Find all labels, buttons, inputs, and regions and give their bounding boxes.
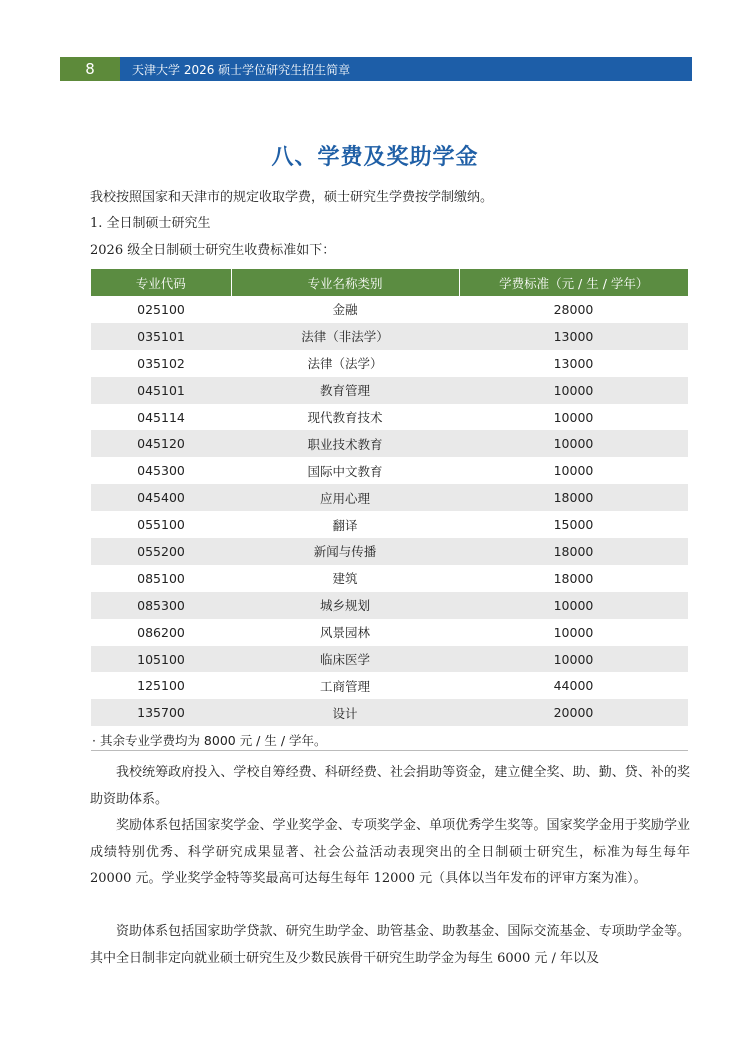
table-row — [91, 699, 688, 726]
cell-fee: 13000 — [459, 323, 688, 350]
table-note: · 其余专业学费均为 8000 元 / 生 / 学年。 — [92, 733, 327, 748]
cell-code: 055100 — [137, 517, 185, 533]
cell-name: 职业技术教育 — [231, 430, 459, 457]
cell-code: 055200 — [91, 538, 231, 565]
subheading: 1. 全日制硕士研究生 — [90, 216, 211, 231]
cell-code: 125100 — [137, 678, 185, 694]
section-title: 八、学费及奖助学金 — [271, 145, 479, 170]
intro-paragraph: 我校按照国家和天津市的规定收取学费，硕士研究生学费按学制缴纳。 — [90, 190, 494, 205]
divider — [91, 750, 688, 751]
page-number: 8 — [60, 57, 120, 81]
cell-fee: 10000 — [459, 592, 688, 619]
cell-fee: 18000 — [459, 538, 688, 565]
paragraph-funding-system: 我校统筹政府投入、学校自筹经费、科研经费、社会捐助等资金，建立健全奖、助、勤、贷、补的奖助资助体系。 — [90, 765, 690, 807]
paragraph-aid-system: 资助体系包括国家助学贷款、研究生助学金、助管基金、助教基金、国际交流基金、专项助学金等。其中全日制非定向就业硕士研究生及少数民族骨干研究生助学金为每生 6000 元 / 年以及 — [90, 924, 690, 966]
cell-code: 045400 — [91, 484, 231, 511]
cell-code: 035102 — [137, 355, 185, 371]
cell-name: 设计 — [231, 699, 459, 726]
table-row — [91, 377, 688, 404]
cell-code: 085100 — [137, 570, 185, 586]
table-row — [91, 511, 688, 538]
cell-fee: 10000 — [553, 463, 594, 479]
column-header-name: 专业名称类别 — [231, 269, 459, 296]
cell-name: 国际中文教育 — [307, 463, 383, 479]
page-header — [60, 57, 692, 81]
table-row — [91, 296, 688, 323]
table-row — [91, 538, 688, 565]
paragraph-award-system: 奖励体系包括国家奖学金、学业奖学金、专项奖学金、单项优秀学生奖等。国家奖学金用于奖励学业成绩特别优秀、科学研究成果显著、社会公益活动表现突出的全日制硕士研究生，标准为每生每年 20000 元。学业奖学金特等奖最高可达每生每年 12000 元（具体以当年发布的评审方案为准）。 — [90, 818, 690, 886]
cell-name: 工商管理 — [319, 678, 370, 694]
cell-name: 城乡规划 — [231, 592, 459, 619]
table-row — [91, 323, 688, 350]
cell-code: 035101 — [91, 323, 231, 350]
table-header-row — [91, 269, 688, 296]
table-row — [91, 672, 688, 699]
cell-code: 045300 — [137, 463, 185, 479]
cell-name: 翻译 — [332, 517, 358, 533]
cell-fee: 10000 — [553, 624, 594, 640]
column-header-code: 专业代码 — [91, 269, 231, 296]
table-body — [91, 296, 688, 726]
cell-fee: 18000 — [459, 484, 688, 511]
cell-name: 法律（法学） — [307, 356, 383, 372]
cell-code: 086200 — [137, 624, 185, 640]
cell-name: 现代教育技术 — [307, 410, 383, 425]
table-row — [91, 457, 688, 484]
cell-name: 教育管理 — [231, 377, 459, 404]
table-row — [91, 404, 688, 431]
cell-fee: 44000 — [553, 678, 594, 694]
cell-fee: 10000 — [459, 430, 688, 457]
cell-code: 025100 — [137, 301, 185, 317]
cell-code: 135700 — [91, 699, 231, 726]
cell-code: 045120 — [91, 430, 231, 457]
table-caption: 2026 级全日制硕士研究生收费标准如下： — [90, 243, 336, 258]
table-row — [91, 619, 688, 646]
cell-code: 045114 — [137, 409, 185, 425]
cell-fee: 10000 — [553, 409, 594, 425]
cell-fee: 18000 — [553, 570, 594, 586]
table-row — [91, 565, 688, 592]
table-row — [91, 484, 688, 511]
column-header-fee: 学费标准（元 / 生 / 学年） — [459, 269, 688, 296]
fee-table — [91, 269, 688, 726]
table-row — [91, 350, 688, 377]
cell-name: 风景园林 — [319, 625, 370, 641]
cell-name: 金融 — [332, 302, 358, 318]
cell-name: 临床医学 — [231, 646, 459, 673]
cell-fee: 20000 — [459, 699, 688, 726]
cell-name: 应用心理 — [231, 484, 459, 511]
cell-fee: 13000 — [553, 355, 594, 371]
cell-fee: 28000 — [553, 301, 594, 317]
header-title: 天津大学 2026 硕士学位研究生招生简章 — [120, 57, 692, 81]
cell-fee: 15000 — [553, 517, 594, 533]
cell-code: 105100 — [91, 646, 231, 673]
cell-fee: 10000 — [459, 646, 688, 673]
cell-name: 法律（非法学） — [231, 323, 459, 350]
cell-name: 建筑 — [332, 571, 358, 587]
cell-code: 045101 — [91, 377, 231, 404]
cell-name: 新闻与传播 — [231, 538, 459, 565]
table-row — [91, 592, 688, 619]
table-row — [91, 430, 688, 457]
table-row — [91, 646, 688, 673]
cell-fee: 10000 — [459, 377, 688, 404]
cell-code: 085300 — [91, 592, 231, 619]
